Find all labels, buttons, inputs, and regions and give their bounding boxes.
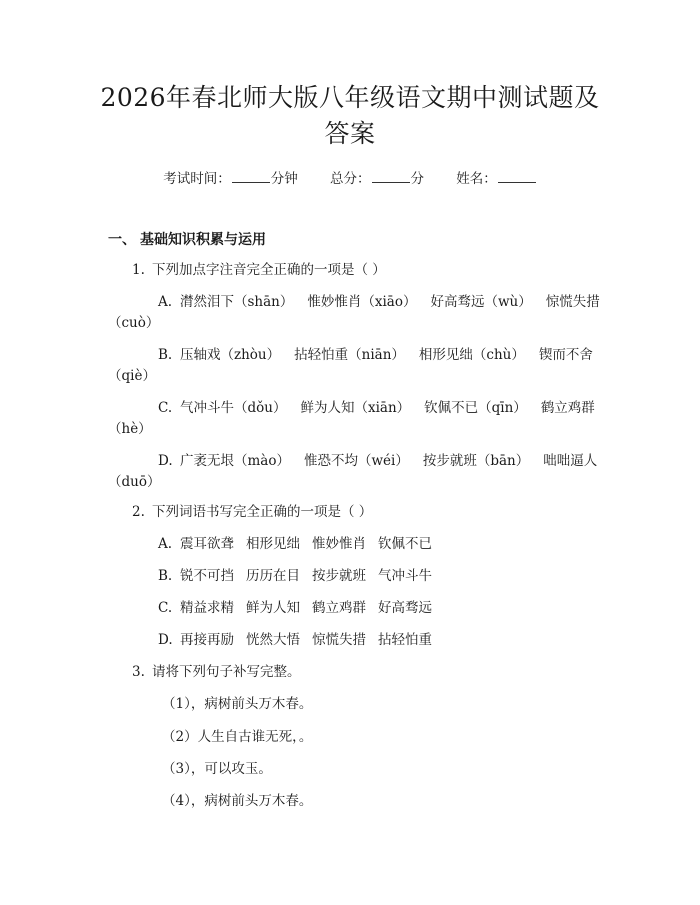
question-number: 3.: [132, 664, 145, 680]
question-2-stem: [132, 502, 372, 522]
title-line-2: 答案: [324, 119, 376, 148]
exam-time-label: 考试时间：: [163, 171, 231, 187]
total-score-blank: [372, 168, 410, 183]
question-3-stem: [132, 662, 301, 682]
q2-option-c: [158, 598, 432, 618]
q1-option-b: [158, 345, 593, 365]
q2-option-a: [158, 534, 432, 554]
question-text: 下列词语书写完全正确的一项是（ ）: [152, 504, 373, 520]
option-word: 惟恐不均（wéi）: [303, 453, 409, 469]
q2-option-d: [158, 630, 432, 650]
option-letter: B.: [158, 568, 173, 584]
section-number: 一、: [108, 232, 136, 248]
option-word: 钦佩不已: [378, 536, 432, 552]
option-word: 拈轻怕重: [378, 632, 432, 648]
q1-option-a: [158, 292, 600, 312]
q3-item-2: （2）人生自古谁无死，。: [162, 729, 313, 745]
option-word: 惊慌失措: [312, 632, 366, 648]
option-letter: D.: [158, 632, 173, 648]
q1-option-a-wrap: （cuò）: [108, 315, 160, 331]
question-1-stem: [132, 260, 386, 280]
q2-option-b: [158, 566, 432, 586]
option-letter: A.: [158, 294, 173, 310]
option-word: 鹤立鸡群: [540, 400, 595, 416]
question-text: 下列加点字注音完全正确的一项是（ ）: [152, 262, 386, 278]
option-word: 惟妙惟肖（xiāo）: [307, 294, 417, 310]
q1-option-c: [158, 398, 595, 418]
exam-time-unit: 分钟: [270, 171, 298, 187]
option-word: 惟妙惟肖: [312, 536, 366, 552]
option-word: 精益求精: [180, 600, 234, 616]
option-letter: C.: [158, 600, 173, 616]
option-word: 惊慌失措: [545, 294, 600, 310]
name-field: [456, 168, 537, 189]
question-text: 请将下列句子补写完整。: [152, 664, 301, 680]
exam-time-blank: [232, 168, 270, 183]
option-word: 潸然泪下（shān）: [180, 294, 294, 310]
option-word: 广袤无垠（mào）: [180, 453, 290, 469]
option-letter: D.: [158, 453, 173, 469]
option-word: 鲜为人知: [246, 600, 300, 616]
option-word: 相形见绌（chù）: [418, 347, 525, 363]
option-word: 历历在目: [246, 568, 300, 584]
option-word: 气冲斗牛: [378, 568, 432, 584]
total-score-unit: 分: [410, 171, 424, 187]
option-word: 好高骛远（wù）: [430, 294, 532, 310]
q3-item-3: （3），可以攻玉。: [162, 761, 272, 777]
q1-option-b-wrap: （qiè）: [108, 368, 156, 384]
q3-item-1: （1），病树前头万木春。: [162, 696, 313, 712]
total-score-label: 总分：: [330, 171, 371, 187]
q3-item-4: （4），病树前头万木春。: [162, 793, 313, 809]
option-word: 锲而不舍: [538, 347, 593, 363]
option-word: 拈轻怕重（niān）: [294, 347, 405, 363]
option-word: 气冲斗牛（dǒu）: [180, 400, 287, 416]
option-word: 震耳欲聋: [180, 536, 234, 552]
name-label: 姓名：: [456, 171, 497, 187]
question-number: 2.: [132, 504, 145, 520]
exam-info-line: [0, 168, 700, 189]
option-word: 鹤立鸡群: [312, 600, 366, 616]
name-blank: [498, 168, 536, 183]
option-word: 按步就班（bān）: [422, 453, 530, 469]
option-letter: C.: [158, 400, 173, 416]
section-heading: [108, 230, 266, 250]
option-letter: B.: [158, 347, 173, 363]
q1-option-d-wrap: （duō）: [108, 474, 161, 490]
option-word: 好高骛远: [378, 600, 432, 616]
q1-option-d: [158, 451, 597, 471]
exam-time-field: [163, 168, 298, 189]
option-word: 锐不可挡: [180, 568, 234, 584]
option-word: 恍然大悟: [246, 632, 300, 648]
option-word: 按步就班: [312, 568, 366, 584]
option-word: 压轴戏（zhòu）: [180, 347, 281, 363]
section-title: 基础知识积累与运用: [140, 232, 266, 248]
option-word: 咄咄逼人: [543, 453, 598, 469]
q1-option-c-wrap: （hè）: [108, 421, 152, 437]
document-title: [60, 80, 640, 152]
question-number: 1.: [132, 262, 145, 278]
total-score-field: [330, 168, 424, 189]
option-word: 相形见绌: [246, 536, 300, 552]
option-word: 钦佩不已（qīn）: [424, 400, 527, 416]
option-word: 鲜为人知（xiān）: [300, 400, 411, 416]
title-line-1: 2026年春北师大版八年级语文期中测试题及: [100, 83, 600, 112]
option-letter: A.: [158, 536, 173, 552]
option-word: 再接再励: [180, 632, 234, 648]
